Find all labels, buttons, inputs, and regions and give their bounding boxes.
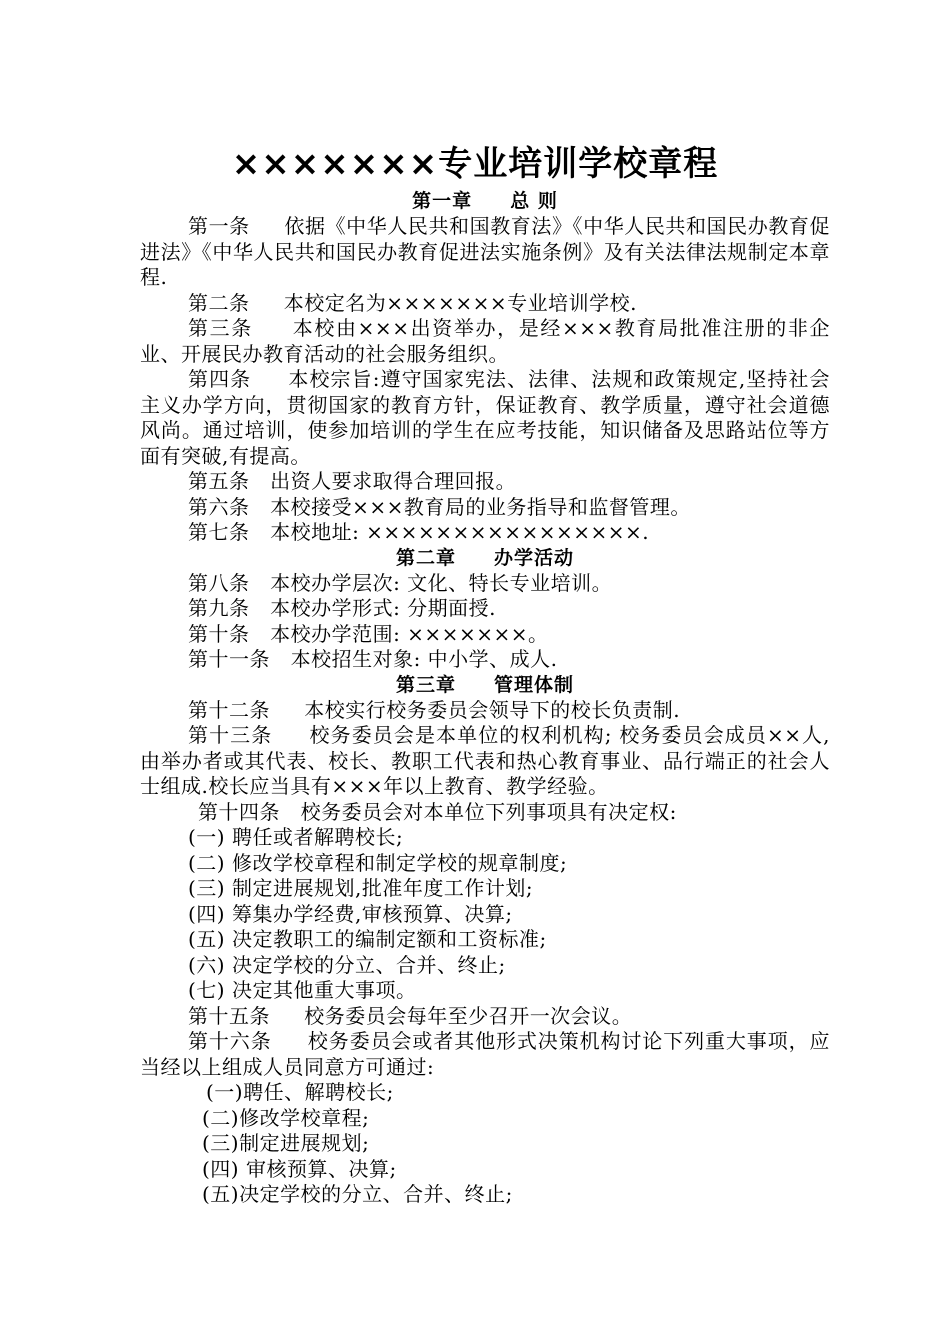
article-12: 第十二条 本校实行校务委员会领导下的校长负责制. xyxy=(188,697,681,722)
article-5: 第五条 出资人要求取得合理回报。 xyxy=(188,469,517,493)
article-2: 第二条 本校定名为×××××××专业培训学校. xyxy=(188,290,637,315)
list-item: (二) 修改学校章程和制定学校的规章制度; xyxy=(188,850,568,875)
article-16: 第十六条 校务委员会或者其他形式决策机构讨论下列重大事项，应当经以上组成人员同意方可通过: xyxy=(140,1029,830,1079)
list-item: (一) 聘任或者解聘校长; xyxy=(188,825,404,849)
list-item: (二)修改学校章程; xyxy=(202,1105,370,1130)
chapter-heading: 第三章 管理体制 xyxy=(395,673,575,696)
document-title: ×××××××专业培训学校章程 xyxy=(231,144,719,184)
list-item: (三)制定进展规划; xyxy=(202,1131,370,1155)
article-11: 第十一条 本校招生对象: 中小学、成人. xyxy=(188,647,558,671)
article-15: 第十五条 校务委员会每年至少召开一次会议。 xyxy=(188,1003,633,1028)
list-item: (六) 决定学校的分立、合并、终止; xyxy=(188,952,506,977)
document-body xyxy=(140,189,830,1208)
article-6: 第六条 本校接受×××教育局的业务指导和监督管理。 xyxy=(188,494,691,519)
list-item: (五) 决定教职工的编制定额和工资标准; xyxy=(188,927,547,951)
article-3: 第三条 本校由×××出资举办，是经×××教育局批准注册的非企业、开展民办教育活动的社会服务组织。 xyxy=(140,316,830,366)
list-item: (四) 审核预算、决算; xyxy=(202,1156,397,1181)
article-9: 第九条 本校办学形式: 分期面授. xyxy=(188,596,497,620)
chapter-heading: 第二章 办学活动 xyxy=(395,546,575,569)
chapter-heading: 第一章 总 则 xyxy=(412,190,558,212)
article-13: 第十三条 校务委员会是本单位的权利机构; 校务委员会成员××人,由举办者或其代表、校长、教职工代表和热心教育事业、品行端正的社会人士组成.校长应当具有×××年以上教育、教学经验。 xyxy=(140,723,830,798)
article-10: 第十条 本校办学范围: ×××××××。 xyxy=(188,621,549,646)
list-item: (一)聘任、解聘校长; xyxy=(206,1080,394,1104)
list-item: (三) 制定进展规划,批准年度工作计划; xyxy=(188,876,534,900)
article-1: 第一条 依据《中华人民共和国教育法》《中华人民共和国民办教育促进法》《中华人民共和国民办教育促进法实施条例》及有关法律法规制定本章程. xyxy=(140,214,830,289)
list-item: (七) 决定其他重大事项。 xyxy=(188,978,417,1002)
list-item: (四) 筹集办学经费,审核预算、决算; xyxy=(188,901,513,926)
article-4: 第四条 本校宗旨:遵守国家宪法、法律、法规和政策规定,坚持社会主义办学方向，贯彻国家的教育方针，保证教育、教学质量，遵守社会道德风尚。通过培训，使参加培训的学生在应考技能，知识储备及思路站位等方面有突破,有提高。 xyxy=(140,367,830,468)
list-item: (五)决定学校的分立、合并、终止; xyxy=(202,1182,513,1206)
article-14: 第十四条 校务委员会对本单位下列事项具有决定权: xyxy=(198,799,677,824)
article-7: 第七条 本校地址: ××××××××××××××××. xyxy=(188,520,650,544)
article-8: 第八条 本校办学层次: 文化、特长专业培训。 xyxy=(188,570,613,595)
